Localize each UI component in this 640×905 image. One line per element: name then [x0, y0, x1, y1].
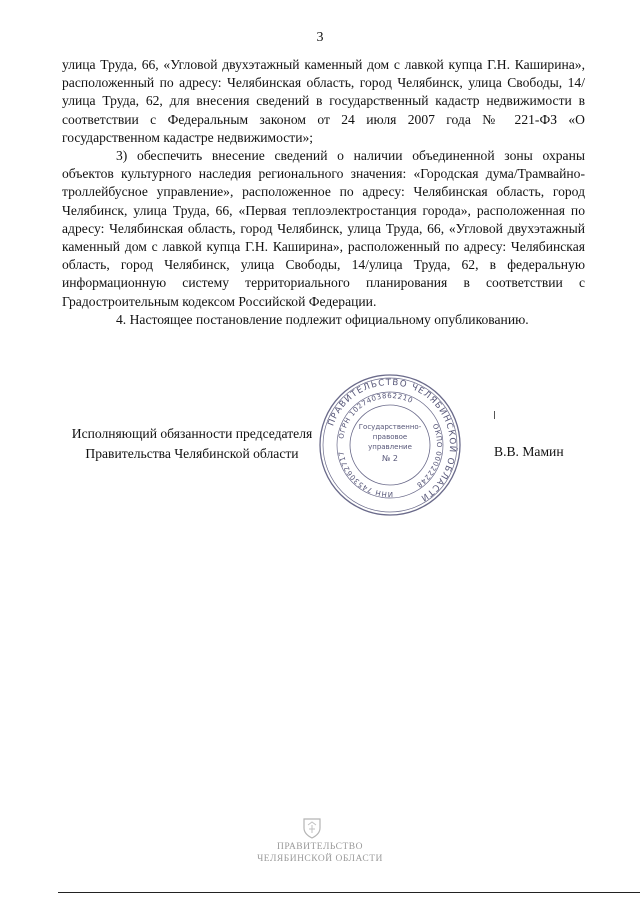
paragraph-item-4: 4. Настоящее постановление подлежит официальному опубликованию. [116, 311, 529, 327]
signatory-title [62, 424, 322, 464]
seal-center-line3: управление [368, 443, 412, 451]
seal-center-line4: № 2 [382, 454, 398, 463]
seal-ogrn: ОГРН 1027403862210 [337, 391, 415, 440]
footer-organization-line1: ПРАВИТЕЛЬСТВО [277, 842, 363, 852]
seal-outer-text: ПРАВИТЕЛЬСТВО ЧЕЛЯБИНСКОЙ ОБЛАСТИ [326, 377, 458, 504]
document-body [62, 56, 585, 329]
seal-center-line2: правовое [372, 433, 408, 441]
signatory-title-line1: Исполняющий обязанности председателя [71, 426, 313, 441]
seal-inn: ИНН 7453062717 [337, 450, 393, 499]
paragraph-continuation: улица Труда, 66, «Угловой двухэтажный каменный дом с лавкой купца Г.Н. Каширина», расположенный по адресу: Челябинская область, город Челябинск, улица Свободы, 14/улица Труда, 62, для внесения сведений в государственный кадастр недвижимости в соответствии с Федеральным законом от 24 июля 2007 года № 221-ФЗ «О государственном кадастре недвижимости»; [62, 57, 585, 145]
seal-okpo: ОКПО 00022248 [414, 422, 444, 490]
bottom-rule [58, 892, 640, 893]
official-seal [318, 373, 462, 517]
signature-mark [494, 411, 495, 419]
paragraph-item-3: 3) обеспечить внесение сведений о наличии объединенной зоны охраны объектов культурного наследия регионального значения: «Городская дума/Трамвайно-троллейбусное управление», расположенное по адресу: Челябинская область, город Челябинск, улица Труда, 66, «Первая теплоэлектростанция города», расположенная по адресу: Челябинская область, город Челябинск, улица Труда, 66, «Угловой двухэтажный каменный дом с лавкой купца Г.Н. Каширина», расположенный по адресу: Челябинская область, город Челябинск, улица Свободы, 14/улица Труда, 62, в федеральную информационную систему территориального планирования в соответствии с Градостроительным кодексом Российской Федерации. [62, 148, 585, 309]
footer-organization-line2: ЧЕЛЯБИНСКОЙ ОБЛАСТИ [257, 854, 383, 864]
signatory-title-line2: Правительства Челябинской области [85, 446, 299, 461]
page-number: 3 [316, 30, 324, 45]
seal-center-line1: Государственно- [358, 423, 422, 431]
signatory-name: В.В. Мамин [494, 444, 564, 459]
coat-of-arms-icon [300, 817, 324, 839]
